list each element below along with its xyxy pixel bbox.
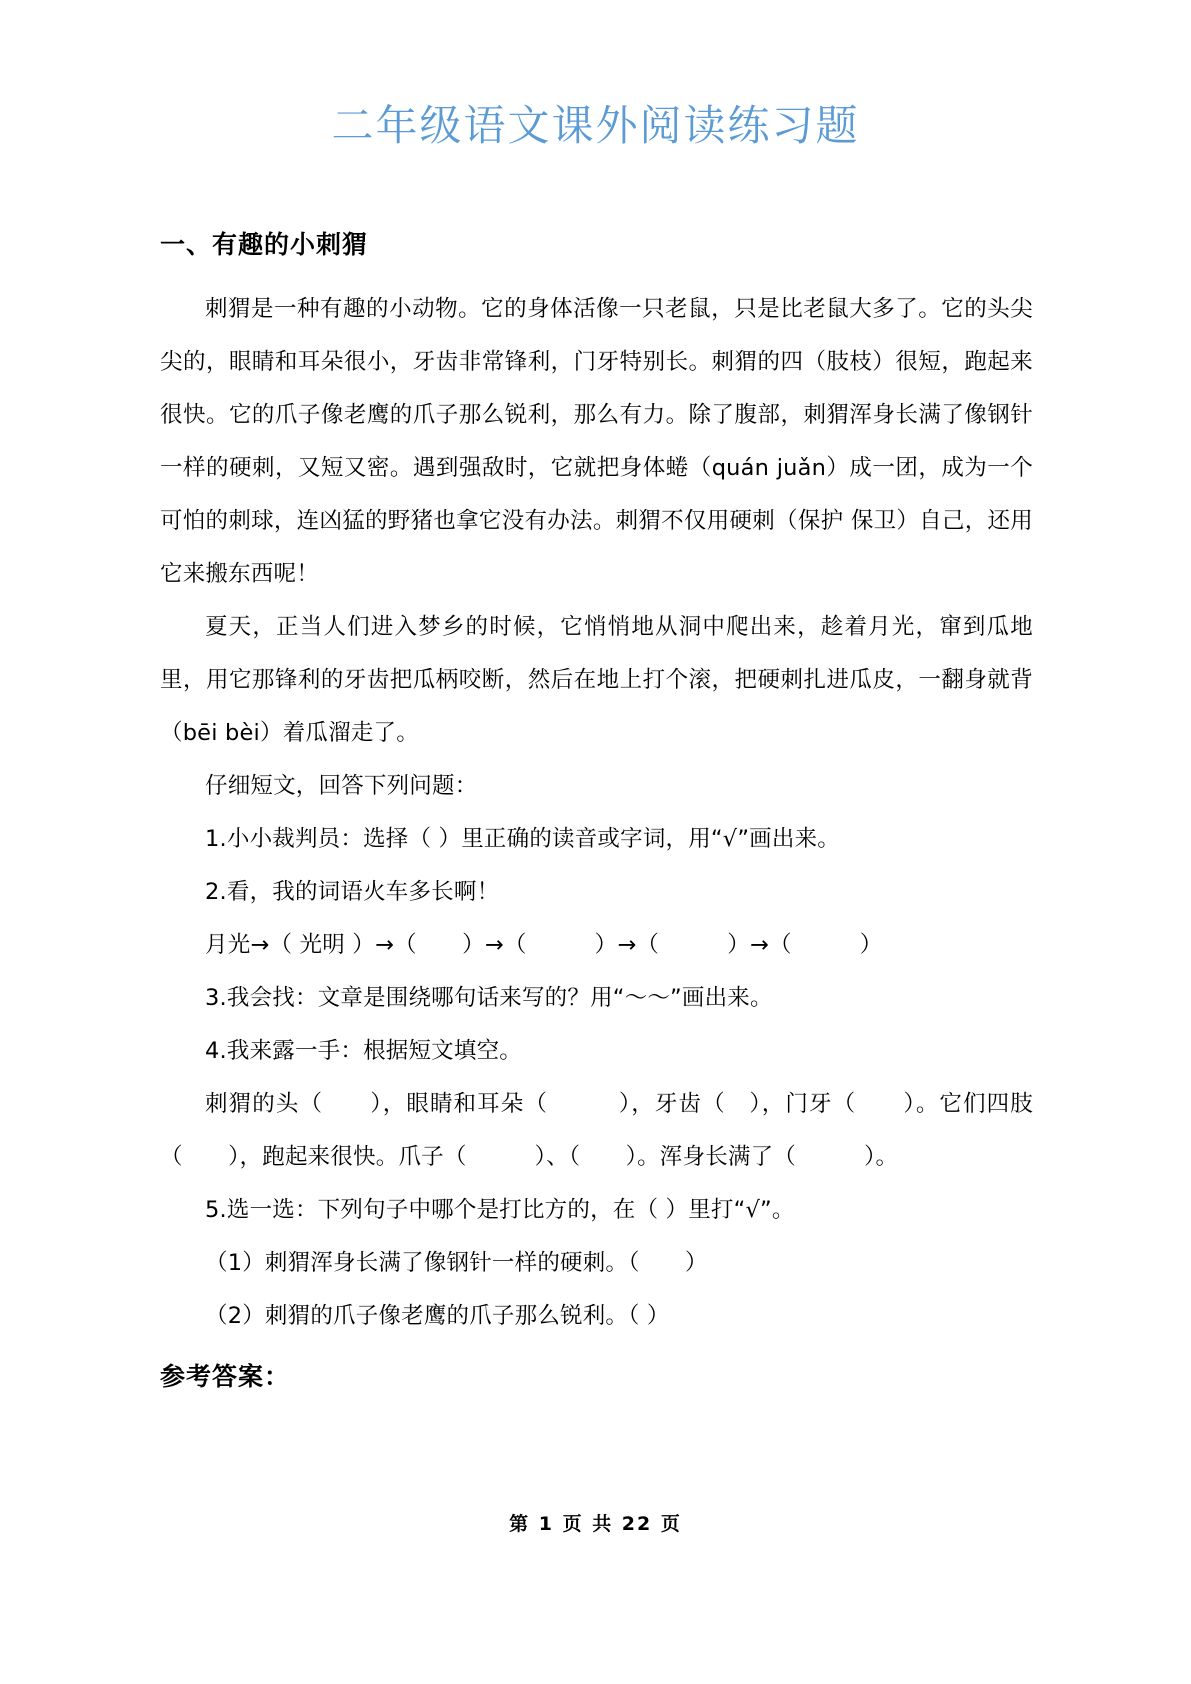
instruction-line: 仔细短文，回答下列问题： <box>205 772 478 799</box>
question-item-2: 2.看，我的词语火车多长啊！ <box>205 878 500 905</box>
document-body <box>0 225 1191 1393</box>
question-item-5-option-1: （1）刺猬浑身长满了像钢针一样的硬刺。（ ） <box>205 1249 708 1276</box>
passage-paragraph-2: 夏天，正当人们进入梦乡的时候，它悄悄地从洞中爬出来，趁着月光，窜到瓜地里，用它那锋利的牙齿把瓜柄咬断，然后在地上打个滚，把硬刺扎进瓜皮，一翻身就背（bēi bèi）着瓜溜走了。 <box>160 613 1033 746</box>
question-item-4: 4.我来露一手：根据短文填空。 <box>205 1037 522 1064</box>
page-title: 二年级语文课外阅读练习题 <box>331 101 860 150</box>
fill-in-blank-line: 刺猬的头（ ），眼睛和耳朵（ ），牙齿（ ），门牙（ ）。它们四肢（ ），跑起来很快。爪子（ ）、（ ）。浑身长满了（ ）。 <box>160 1090 1033 1170</box>
question-item-5: 5.选一选：下列句子中哪个是打比方的，在（ ）里打“√”。 <box>205 1196 795 1223</box>
passage-paragraph-1: 刺猬是一种有趣的小动物。它的身体活像一只老鼠，只是比老鼠大多了。它的头尖尖的，眼睛和耳朵很小，牙齿非常锋利，门牙特别长。刺猬的四（肢枝）很短，跑起来很快。它的爪子像老鹰的爪子那么锐利，那么有力。除了腹部，刺猬浑身长满了像钢针一样的硬刺，又短又密。遇到强敌时，它就把身体蜷（quán juǎn）成一团，成为一个可怕的刺球，连凶猛的野猪也拿它没有办法。刺猬不仅用硬刺（保护 保卫）自己，还用它来搬东西呢！ <box>160 295 1033 587</box>
word-chain-line: 月光→（ 光明 ）→（ ）→（ ）→（ ）→（ ） <box>205 931 883 958</box>
page-footer: 第 1 页 共 22 页 <box>509 1513 682 1535</box>
question-item-3: 3.我会找：文章是围绕哪句话来写的？用“～～”画出来。 <box>205 984 773 1011</box>
question-item-1: 1.小小裁判员：选择（ ）里正确的读音或字词，用“√”画出来。 <box>205 825 840 852</box>
section-heading: 一、有趣的小刺猬 <box>160 229 369 259</box>
answer-key-heading: 参考答案： <box>160 1361 291 1391</box>
question-item-5-option-2: （2）刺猬的爪子像老鹰的爪子那么锐利。（ ） <box>205 1302 670 1329</box>
